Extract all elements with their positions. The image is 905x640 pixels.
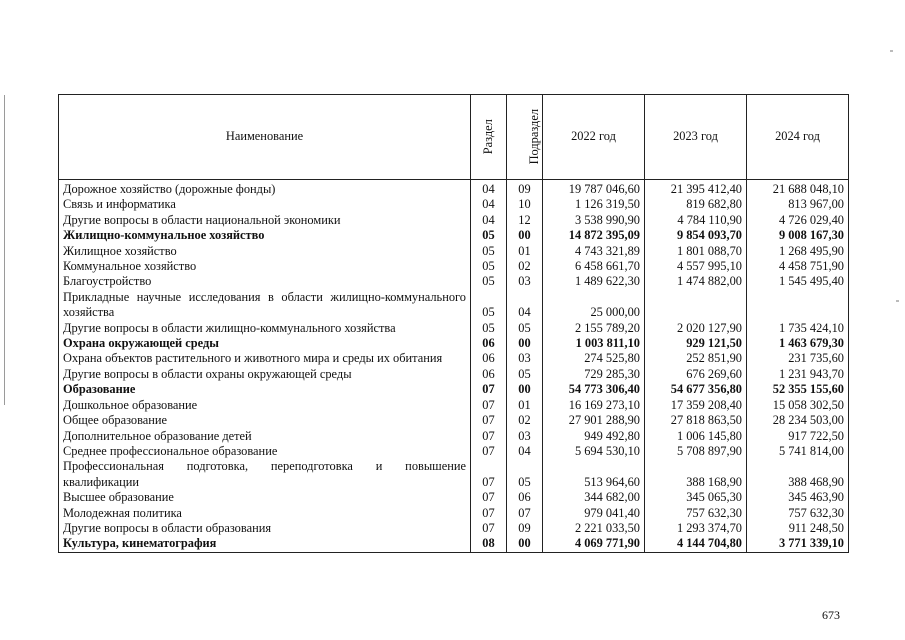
row-name: Среднее профессиональное образование (59, 444, 471, 459)
table-header (59, 95, 849, 180)
row-value-2022: 4 069 771,90 (543, 536, 645, 552)
row-section-code: 05 (471, 321, 507, 336)
row-value-2023: 1 474 882,00 (645, 274, 747, 289)
row-value-2022: 2 155 789,20 (543, 321, 645, 336)
budget-table (58, 94, 849, 553)
row-value-2023: 17 359 208,40 (645, 398, 747, 413)
table-row (59, 244, 849, 259)
row-subsection-code: 09 (507, 180, 543, 198)
header-section-label: Раздел (480, 119, 495, 155)
row-subsection-code: 02 (507, 259, 543, 274)
row-value-2023: 9 854 093,70 (645, 228, 747, 243)
row-name: Прикладные научные исследования в области жилищно-коммунального хозяйства (59, 290, 471, 321)
row-section-code: 06 (471, 351, 507, 366)
table-row (59, 429, 849, 444)
row-section-code: 04 (471, 180, 507, 198)
row-section-code: 05 (471, 290, 507, 321)
scan-speck (890, 50, 893, 52)
row-subsection-code: 04 (507, 290, 543, 321)
row-value-2023: 1 293 374,70 (645, 521, 747, 536)
row-value-2022: 5 694 530,10 (543, 444, 645, 459)
row-value-2022: 27 901 288,90 (543, 413, 645, 428)
row-value-2023: 819 682,80 (645, 197, 747, 212)
row-section-code: 06 (471, 367, 507, 382)
table-row (59, 444, 849, 459)
row-subsection-code: 03 (507, 429, 543, 444)
row-value-2022: 344 682,00 (543, 490, 645, 505)
row-section-code: 06 (471, 336, 507, 351)
table-row (59, 180, 849, 198)
row-section-code: 04 (471, 213, 507, 228)
row-value-2023: 4 784 110,90 (645, 213, 747, 228)
row-name: Дошкольное образование (59, 398, 471, 413)
row-value-2022: 979 041,40 (543, 506, 645, 521)
row-value-2023: 676 269,60 (645, 367, 747, 382)
row-value-2022: 25 000,00 (543, 290, 645, 321)
scan-speck (896, 300, 899, 302)
row-value-2022: 1 489 622,30 (543, 274, 645, 289)
table-row (59, 290, 849, 321)
row-section-code: 04 (471, 197, 507, 212)
row-subsection-code: 09 (507, 521, 543, 536)
row-subsection-code: 02 (507, 413, 543, 428)
row-value-2024: 757 632,30 (747, 506, 849, 521)
row-value-2022: 19 787 046,60 (543, 180, 645, 198)
table-row (59, 521, 849, 536)
row-section-code: 08 (471, 536, 507, 552)
header-subsection-label: Подраздел (527, 109, 542, 165)
row-value-2024: 1 735 424,10 (747, 321, 849, 336)
table-row (59, 367, 849, 382)
row-name: Дорожное хозяйство (дорожные фонды) (59, 180, 471, 198)
header-year-2024: 2024 год (747, 95, 849, 180)
table-row (59, 459, 849, 490)
row-subsection-code: 12 (507, 213, 543, 228)
row-section-code: 07 (471, 429, 507, 444)
row-subsection-code: 07 (507, 506, 543, 521)
row-name: Другие вопросы в области образования (59, 521, 471, 536)
scan-margin-line (4, 95, 5, 405)
row-value-2023: 4 557 995,10 (645, 259, 747, 274)
row-value-2024 (747, 290, 849, 321)
row-value-2023 (645, 290, 747, 321)
row-subsection-code: 01 (507, 244, 543, 259)
row-value-2024: 231 735,60 (747, 351, 849, 366)
row-value-2024: 4 726 029,40 (747, 213, 849, 228)
row-value-2024: 28 234 503,00 (747, 413, 849, 428)
row-section-code: 07 (471, 490, 507, 505)
table-row (59, 351, 849, 366)
header-section (471, 95, 507, 180)
row-value-2024: 1 268 495,90 (747, 244, 849, 259)
row-value-2023: 54 677 356,80 (645, 382, 747, 397)
table-row (59, 490, 849, 505)
row-value-2024: 15 058 302,50 (747, 398, 849, 413)
row-value-2022: 949 492,80 (543, 429, 645, 444)
row-value-2022: 16 169 273,10 (543, 398, 645, 413)
row-section-code: 07 (471, 398, 507, 413)
row-subsection-code: 00 (507, 382, 543, 397)
row-name: Молодежная политика (59, 506, 471, 521)
row-name: Благоустройство (59, 274, 471, 289)
row-name: Охрана объектов растительного и животного мира и среды их обитания (59, 351, 471, 366)
row-value-2024: 3 771 339,10 (747, 536, 849, 552)
table-row (59, 274, 849, 289)
row-value-2024: 4 458 751,90 (747, 259, 849, 274)
row-value-2024: 9 008 167,30 (747, 228, 849, 243)
row-value-2024: 813 967,00 (747, 197, 849, 212)
row-value-2022: 6 458 661,70 (543, 259, 645, 274)
row-subsection-code: 06 (507, 490, 543, 505)
row-section-code: 07 (471, 413, 507, 428)
header-subsection (507, 95, 543, 180)
row-value-2023: 5 708 897,90 (645, 444, 747, 459)
row-section-code: 07 (471, 459, 507, 490)
row-section-code: 05 (471, 228, 507, 243)
row-subsection-code: 05 (507, 459, 543, 490)
row-value-2024: 1 231 943,70 (747, 367, 849, 382)
table-row (59, 536, 849, 552)
row-name: Дополнительное образование детей (59, 429, 471, 444)
row-name: Высшее образование (59, 490, 471, 505)
header-name: Наименование (59, 95, 471, 180)
row-value-2024: 1 545 495,40 (747, 274, 849, 289)
page-number: 673 (822, 608, 840, 622)
row-section-code: 07 (471, 521, 507, 536)
row-subsection-code: 00 (507, 228, 543, 243)
table-row (59, 321, 849, 336)
row-section-code: 07 (471, 382, 507, 397)
row-subsection-code: 00 (507, 536, 543, 552)
row-value-2024: 388 468,90 (747, 459, 849, 490)
row-name: Коммунальное хозяйство (59, 259, 471, 274)
row-value-2023: 27 818 863,50 (645, 413, 747, 428)
table-row (59, 213, 849, 228)
table-row (59, 228, 849, 243)
row-value-2024: 21 688 048,10 (747, 180, 849, 198)
row-subsection-code: 03 (507, 274, 543, 289)
row-value-2023: 345 065,30 (645, 490, 747, 505)
row-value-2022: 513 964,60 (543, 459, 645, 490)
row-name: Связь и информатика (59, 197, 471, 212)
table-row (59, 382, 849, 397)
row-subsection-code: 05 (507, 321, 543, 336)
row-value-2023: 21 395 412,40 (645, 180, 747, 198)
row-subsection-code: 10 (507, 197, 543, 212)
row-name: Культура, кинематография (59, 536, 471, 552)
row-value-2024: 345 463,90 (747, 490, 849, 505)
row-section-code: 05 (471, 274, 507, 289)
row-subsection-code: 03 (507, 351, 543, 366)
row-value-2024: 52 355 155,60 (747, 382, 849, 397)
row-value-2024: 1 463 679,30 (747, 336, 849, 351)
row-value-2023: 1 801 088,70 (645, 244, 747, 259)
row-value-2024: 917 722,50 (747, 429, 849, 444)
row-section-code: 05 (471, 244, 507, 259)
row-value-2023: 929 121,50 (645, 336, 747, 351)
row-value-2023: 757 632,30 (645, 506, 747, 521)
table-row (59, 336, 849, 351)
header-year-2022: 2022 год (543, 95, 645, 180)
row-value-2022: 4 743 321,89 (543, 244, 645, 259)
header-year-2023: 2023 год (645, 95, 747, 180)
row-value-2022: 54 773 306,40 (543, 382, 645, 397)
row-name: Жилищно-коммунальное хозяйство (59, 228, 471, 243)
row-value-2024: 5 741 814,00 (747, 444, 849, 459)
table-row (59, 506, 849, 521)
row-value-2022: 1 003 811,10 (543, 336, 645, 351)
row-value-2022: 3 538 990,90 (543, 213, 645, 228)
row-subsection-code: 05 (507, 367, 543, 382)
row-value-2023: 2 020 127,90 (645, 321, 747, 336)
row-name: Другие вопросы в области жилищно-коммунального хозяйства (59, 321, 471, 336)
row-subsection-code: 01 (507, 398, 543, 413)
row-value-2023: 4 144 704,80 (645, 536, 747, 552)
row-value-2022: 1 126 319,50 (543, 197, 645, 212)
table-row (59, 197, 849, 212)
row-name: Охрана окружающей среды (59, 336, 471, 351)
row-section-code: 07 (471, 506, 507, 521)
row-section-code: 07 (471, 444, 507, 459)
row-name: Другие вопросы в области охраны окружающей среды (59, 367, 471, 382)
row-subsection-code: 04 (507, 444, 543, 459)
row-value-2023: 252 851,90 (645, 351, 747, 366)
table-body (59, 180, 849, 553)
row-name: Жилищное хозяйство (59, 244, 471, 259)
table-row (59, 398, 849, 413)
row-value-2023: 388 168,90 (645, 459, 747, 490)
row-value-2022: 14 872 395,09 (543, 228, 645, 243)
row-value-2022: 274 525,80 (543, 351, 645, 366)
row-value-2024: 911 248,50 (747, 521, 849, 536)
table-row (59, 413, 849, 428)
row-subsection-code: 00 (507, 336, 543, 351)
row-value-2023: 1 006 145,80 (645, 429, 747, 444)
row-section-code: 05 (471, 259, 507, 274)
row-name: Образование (59, 382, 471, 397)
row-name: Общее образование (59, 413, 471, 428)
table-row (59, 259, 849, 274)
row-name: Профессиональная подготовка, переподготовка и повышение квалификации (59, 459, 471, 490)
row-value-2022: 2 221 033,50 (543, 521, 645, 536)
row-value-2022: 729 285,30 (543, 367, 645, 382)
row-name: Другие вопросы в области национальной экономики (59, 213, 471, 228)
